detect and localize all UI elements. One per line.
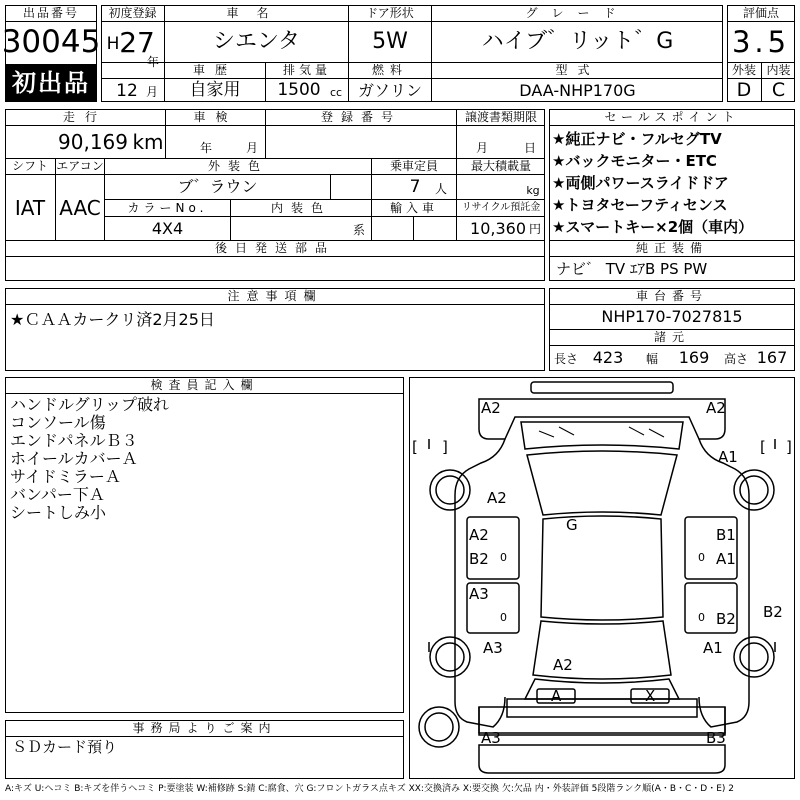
grade: ハイブ゛リット゛G [481, 29, 674, 54]
office-label: 事務局よりご案内 [132, 721, 277, 735]
damage-mark: A3 [481, 729, 501, 747]
reg-month: 12 [116, 80, 138, 101]
zero-mark: 0 [500, 551, 507, 564]
import-label: 輸入車 [389, 201, 438, 215]
reg-year: 27 [119, 26, 155, 59]
damage-mark: A1 [718, 448, 738, 466]
height-label: 高さ [723, 352, 748, 366]
legend: A:キズ U:ヘコミ B:キズを伴うヘコミ P:要塗装 W:補修跡 S:錆 C:腐食、穴 G:フロントガラス点キズ XX:交換済み X:要交換 欠:欠品 内・外装評価 5段階ランク順(A・B・C・D・E) 2 [5, 783, 735, 794]
chassis-label: 車台番号 [635, 289, 708, 303]
int-score: C [771, 79, 786, 101]
door-label: ドア形状 [366, 6, 414, 20]
car-name: シエンタ [212, 29, 301, 54]
damage-mark: A2 [706, 399, 726, 417]
damage-mark: A3 [469, 585, 489, 603]
equipment: ナビ゛ TV ｴｱB PS PW [556, 259, 708, 278]
damage-mark: B2 [763, 603, 783, 621]
mileage-unit: km [132, 130, 164, 154]
bracket-mark: ] [786, 438, 792, 456]
inspector-line: サイドミラーＡ [10, 467, 121, 486]
reg-month-unit: 月 [145, 85, 158, 99]
model-label: 型式 [555, 63, 600, 77]
color-no-label: カラーNo. [127, 201, 208, 215]
reg-label: 初度登録 [108, 6, 157, 20]
inspector-line: ハンドルグリップ破れ [10, 395, 170, 414]
score-label: 評価点 [742, 6, 779, 20]
inspection-month-unit: 月 [245, 141, 258, 155]
damage-mark: A2 [553, 656, 573, 674]
zero-mark: 0 [698, 551, 705, 564]
reg-era: H [106, 33, 120, 54]
ext-score-label: 外装 [731, 63, 756, 77]
bracket-mark: ] [442, 438, 448, 456]
sales-item: ★トヨタセーフティセンス [552, 195, 728, 214]
inspector-line: エンドパネルＢ３ [10, 431, 138, 450]
inspector-label: 検査員記入欄 [150, 378, 259, 392]
disp-label: 排気量 [282, 63, 331, 77]
history: 自家用 [189, 80, 241, 100]
bracket-mark: [ [760, 438, 766, 456]
capacity-unit: 人 [434, 182, 447, 196]
shift: IAT [14, 196, 46, 220]
model: DAA-NHP170G [519, 80, 636, 100]
bracket-mark: [ [412, 438, 418, 456]
damage-mark: B2 [716, 610, 736, 628]
inspection-label: 車検 [193, 110, 238, 124]
capacity: 7 [409, 176, 421, 197]
recycle: 10,360 [470, 219, 526, 238]
displacement: 1500 [277, 80, 321, 100]
mileage-label: 走行 [62, 110, 107, 124]
first-listing-badge: 初出品 [6, 64, 96, 101]
int-color-label: 内装色 [270, 201, 331, 215]
damage-mark: A3 [483, 639, 503, 657]
inspector-line: ホイールカバーＡ [10, 449, 138, 468]
name-label: 車名 [226, 6, 287, 20]
damage-mark: A2 [487, 489, 507, 507]
disp-unit: cc [329, 85, 343, 99]
damage-mark: A2 [481, 399, 501, 417]
ext-color: ブ゛ラウン [177, 177, 258, 196]
capacity-label: 乗車定員 [389, 159, 438, 173]
int-score-label: 内装 [766, 63, 791, 77]
color-no: 4X4 [151, 218, 184, 238]
mileage: 90,169 [58, 130, 128, 154]
sales-item: ★スマートキー×2個（車内） [552, 217, 754, 236]
inspector-line: シートしみ小 [10, 503, 107, 522]
damage-mark: B2 [469, 550, 489, 568]
lot-label: 出品番号 [22, 6, 79, 20]
height: 167 [756, 348, 788, 367]
equip-label: 純正装備 [635, 241, 708, 255]
damage-mark: G [566, 516, 578, 534]
history-label: 車歴 [192, 63, 237, 77]
ext-color-label: 外装色 [207, 159, 268, 173]
damage-mark: A2 [469, 526, 489, 544]
lot-number: 30045 [1, 23, 101, 60]
zero-mark: 0 [500, 611, 507, 624]
width: 169 [678, 348, 710, 367]
fuel: ガソリン [357, 80, 422, 100]
chassis-number: NHP170-7027815 [601, 307, 743, 326]
inspection-year-unit: 年 [199, 141, 212, 155]
ext-score: D [736, 79, 752, 101]
fuel-label: 燃料 [371, 63, 408, 77]
length: 423 [592, 348, 624, 367]
score: 3.5 [731, 24, 791, 59]
car-diagram [409, 377, 795, 779]
recycle-unit: 円 [528, 222, 541, 236]
office-text: ＳＤカード預り [12, 737, 118, 756]
zero-mark: 0 [698, 611, 705, 624]
damage-mark: A1 [716, 550, 736, 568]
damage-mark: X [645, 687, 656, 705]
ac-label: エアコン [56, 159, 104, 173]
sales-item: ★両側パワースライドドア [552, 173, 729, 192]
sales-item: ★純正ナビ・フルセグTV [552, 129, 722, 148]
grade-label: グレード [525, 6, 630, 20]
door-type: 5W [372, 29, 408, 54]
damage-mark: B1 [716, 526, 736, 544]
length-label: 長さ [553, 352, 578, 366]
damage-mark: B3 [706, 729, 726, 747]
load-label: 最大積載量 [470, 159, 531, 173]
transfer-day-unit: 日 [523, 141, 536, 155]
transfer-label: 譲渡書類期限 [464, 110, 537, 124]
inspector-line: バンパー下Ａ [10, 485, 105, 504]
transfer-month-unit: 月 [475, 141, 488, 155]
sales-item: ★バックモニター・ETC [552, 151, 717, 170]
ac: AAC [59, 196, 101, 220]
notes-text: ★ＣＡＡカークリ済2月25日 [10, 310, 215, 329]
load-unit: kg [526, 183, 540, 197]
damage-mark: A [551, 687, 562, 705]
sales-label: セールスポイント [604, 110, 740, 124]
shift-label: シフト [11, 159, 48, 173]
dims-label: 諸元 [653, 330, 690, 344]
reg-no-label: 登録番号 [320, 110, 401, 124]
later-label: 後日発送部品 [214, 241, 335, 255]
damage-mark: A1 [703, 639, 723, 657]
int-color-unit: 系 [352, 223, 365, 237]
recycle-label: リサイクル預託金 [461, 202, 541, 213]
width-label: 幅 [645, 352, 658, 366]
notes-label: 注意事項欄 [227, 289, 323, 303]
inspector-line: コンソール傷 [10, 413, 106, 432]
